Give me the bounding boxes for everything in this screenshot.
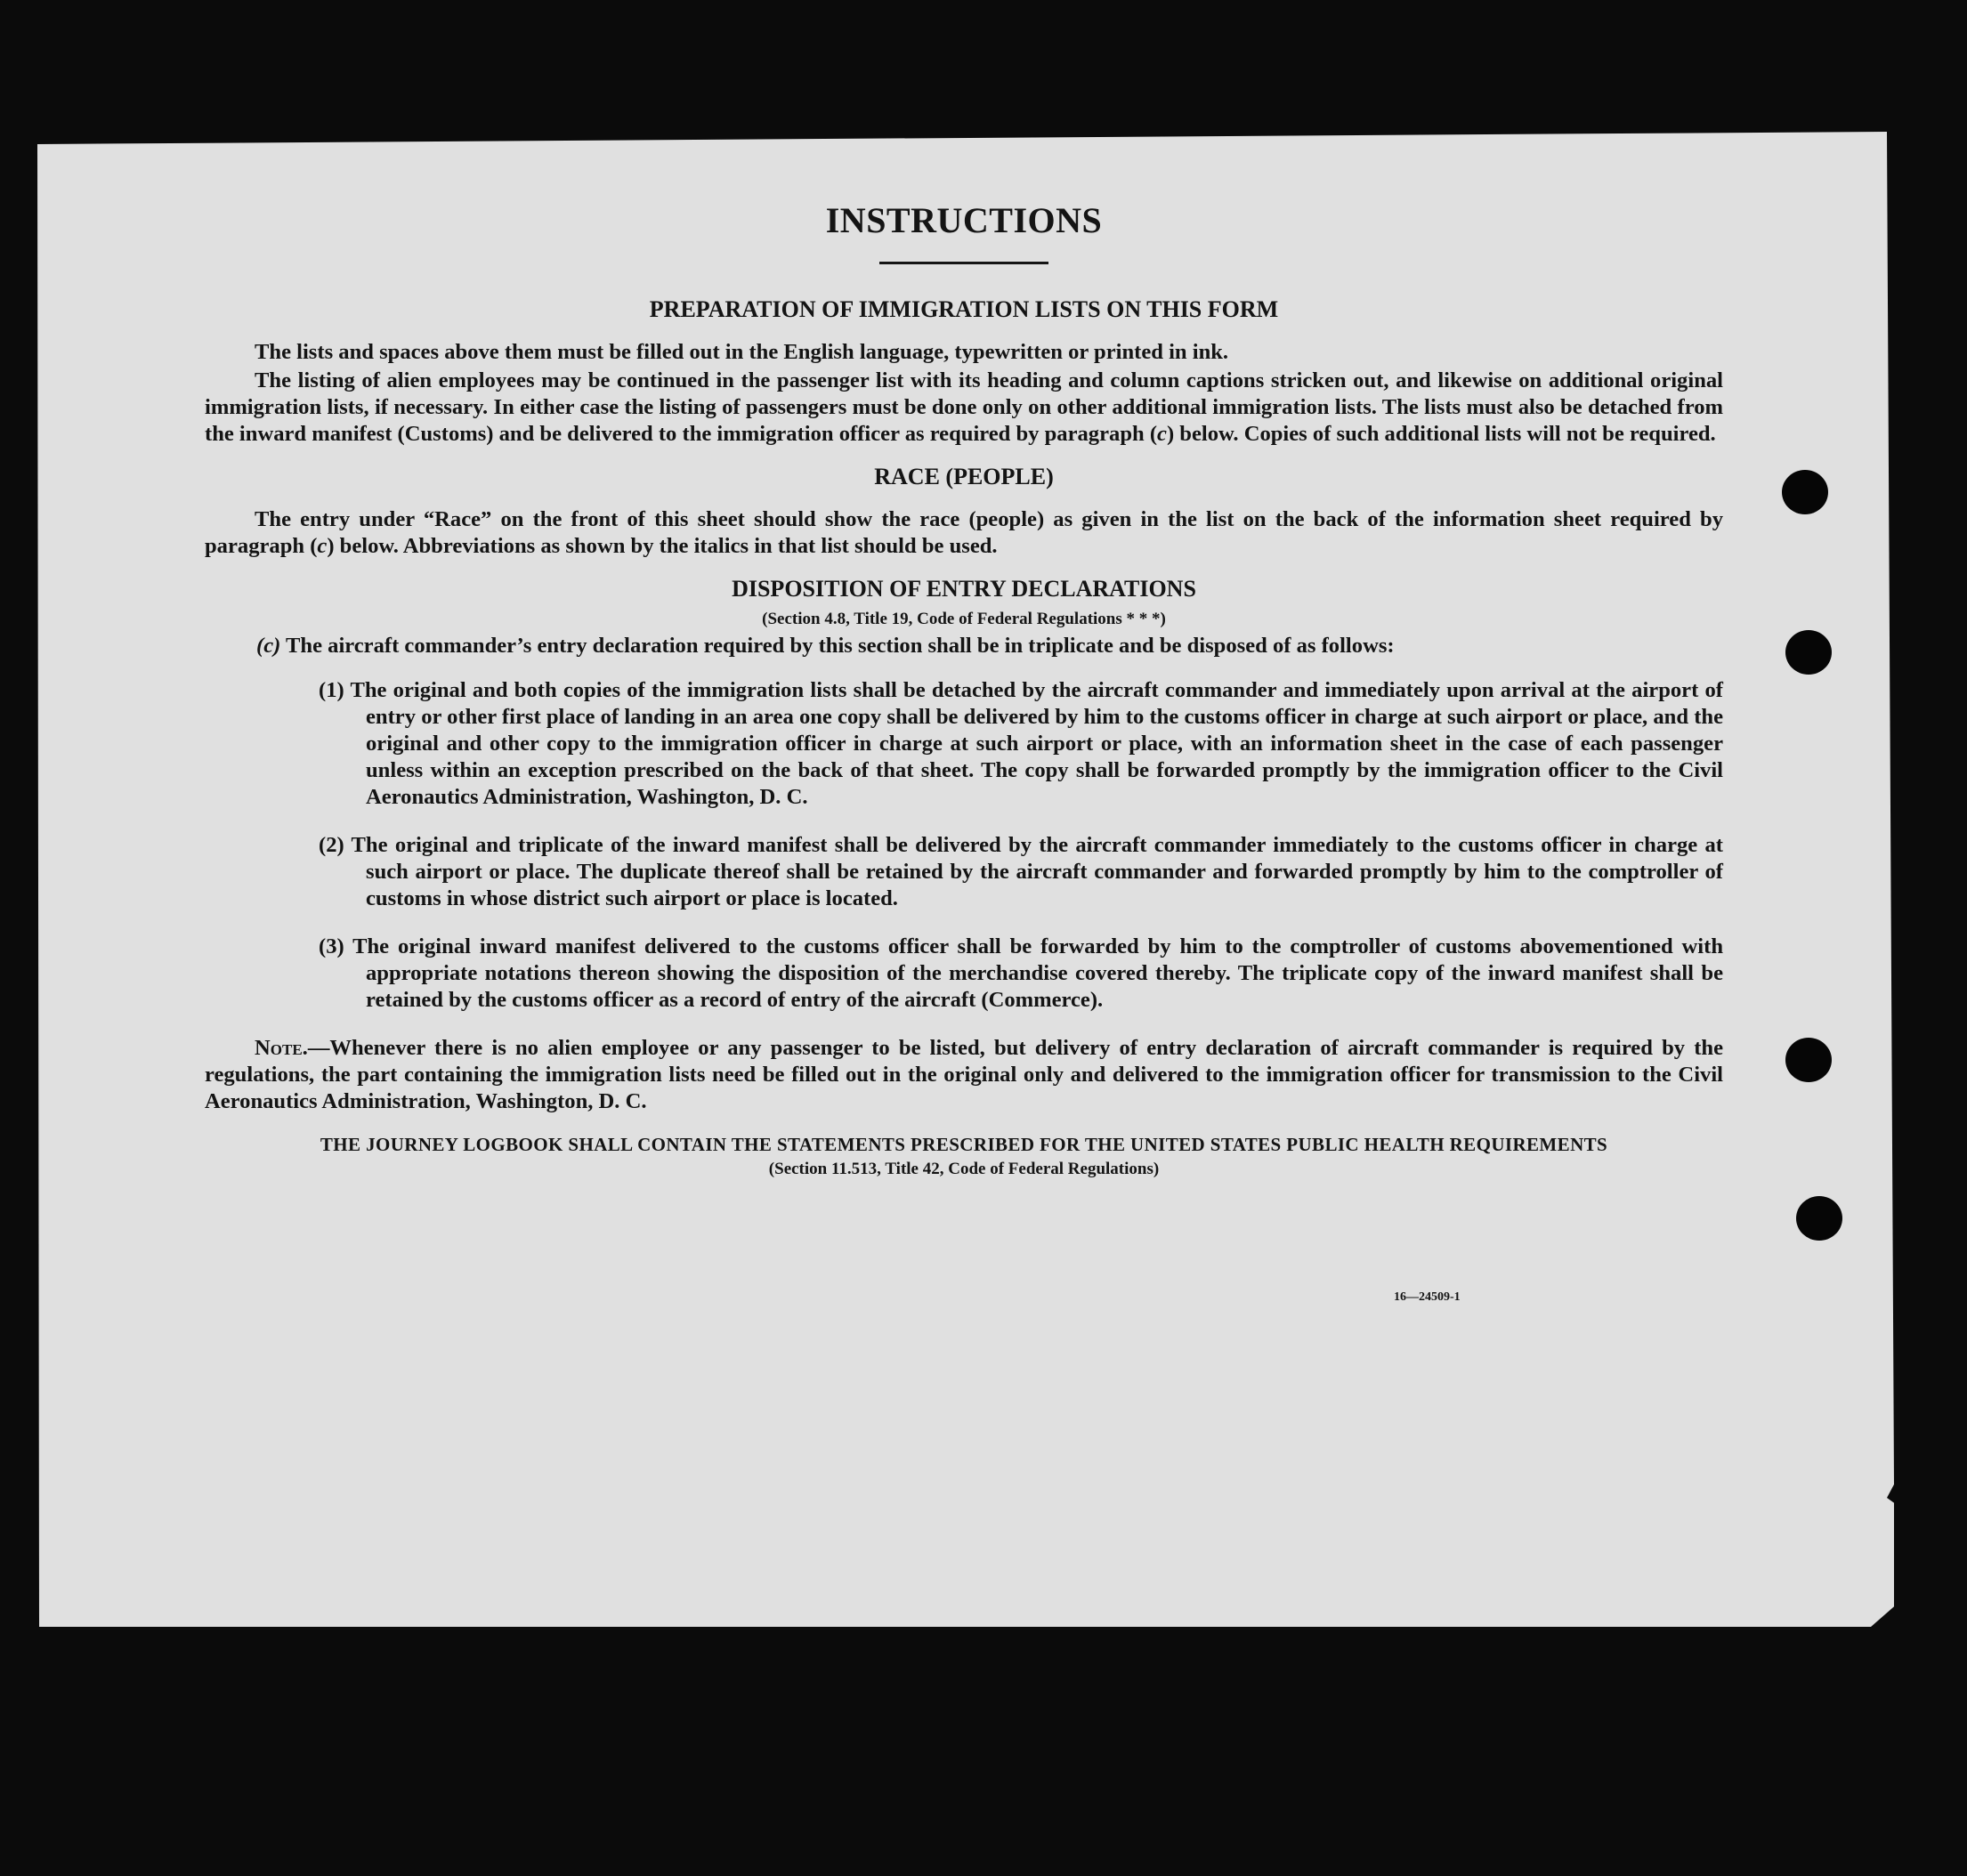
punch-hole xyxy=(1785,1038,1832,1082)
preparation-text-b: ) below. Copies of such additional lists will not be required. xyxy=(1166,422,1716,446)
note-label: Note. xyxy=(255,1036,308,1060)
paragraph-ref-c: c xyxy=(1157,422,1167,446)
disposition-item-3: (3) The original inward manifest delivered to the customs officer shall be forwarded by him to the comptroller of customs abovementioned with appropriate notations thereon showing the disposition of the merchandise covered thereby. The triplicate copy of the inward manifest shall be retained by the customs officer as a record of entry of the aircraft (Commerce). xyxy=(319,934,1723,1012)
disposition-item-1: (1) The original and both copies of the immigration lists shall be detached by the aircraft commander and immediately upon arrival at the airport of entry or other first place of landing in an area one copy shall be delivered by him to the customs officer in charge at such airport or place, and the original and other copy to the immigration officer in charge at such airport or place, with an information sheet in the case of each passenger unless within an exception prescribed on the back of that sheet. The copy shall be forwarded promptly by the immigration officer to the Civil Aeronautics Administration, Washington, D. C. xyxy=(319,678,1723,809)
note-text: —Whenever there is no alien employee or any passenger to be listed, but delivery of entry declaration of aircraft commander is required by the regulations, the part containing the immigration lists need be filled out in the original only and delivered to the immigration officer for transmission to the Civil Aeronautics Administration, Washington, D. C. xyxy=(205,1036,1723,1113)
paragraph-ref-c: c xyxy=(317,534,328,558)
form-code: 16—24509-1 xyxy=(1394,1290,1461,1304)
preparation-paragraph-1: The lists and spaces above them must be filled out in the English language, typewritten or printed in ink. xyxy=(255,340,1229,364)
preparation-paragraph-2 xyxy=(205,368,1723,448)
instructions-content xyxy=(205,198,1723,1181)
race-text-b: ) below. Abbreviations as shown by the italics in that list should be used. xyxy=(327,534,998,558)
disposition-item-2: (2) The original and triplicate of the inward manifest shall be delivered by the aircraft commander immediately to the customs officer in charge at such airport or place. The duplicate thereof shall be retained by the aircraft commander and forwarded promptly by him to the comptroller of customs in whose district such airport or place is located. xyxy=(319,833,1723,910)
section-heading-preparation: PREPARATION OF IMMIGRATION LISTS ON THIS FORM xyxy=(649,296,1279,322)
page-title: INSTRUCTIONS xyxy=(825,200,1103,240)
citation-cfr-19: (Section 4.8, Title 19, Code of Federal Regulations * * *) xyxy=(762,610,1166,628)
race-text-a: The entry under “Race” on the front of this sheet should show the race (people) as given in the list on the back of the information sheet required by paragraph ( xyxy=(205,507,1723,558)
title-underline xyxy=(879,262,1048,264)
citation-cfr-42: (Section 11.513, Title 42, Code of Federal Regulations) xyxy=(768,1160,1160,1178)
race-paragraph xyxy=(205,506,1723,560)
disposition-intro-text: The aircraft commander’s entry declaration required by this section shall be in triplicate and be disposed of as follows: xyxy=(280,634,1395,658)
disposition-intro xyxy=(205,633,1723,659)
preparation-text-a: The listing of alien employees may be continued in the passenger list with its heading and column captions stricken out, and likewise on additional original immigration lists, if necessary. In either case the listing of passengers must be done only on other additional immigration lists. The lists must also be detached from the inward manifest (Customs) and be delivered to the immigration officer as required by paragraph ( xyxy=(205,368,1723,446)
punch-hole xyxy=(1782,470,1828,514)
punch-hole xyxy=(1785,630,1832,675)
health-requirements-statement: THE JOURNEY LOGBOOK SHALL CONTAIN THE STATEMENTS PRESCRIBED FOR THE UNITED STATES PUBLIC HEALTH REQUIREMENTS xyxy=(320,1134,1608,1155)
paragraph-label-c: (c) xyxy=(256,634,281,658)
section-heading-disposition: DISPOSITION OF ENTRY DECLARATIONS xyxy=(732,576,1196,602)
punch-hole xyxy=(1796,1196,1842,1241)
section-heading-race: RACE (PEOPLE) xyxy=(874,464,1054,489)
note-paragraph xyxy=(205,1035,1723,1115)
